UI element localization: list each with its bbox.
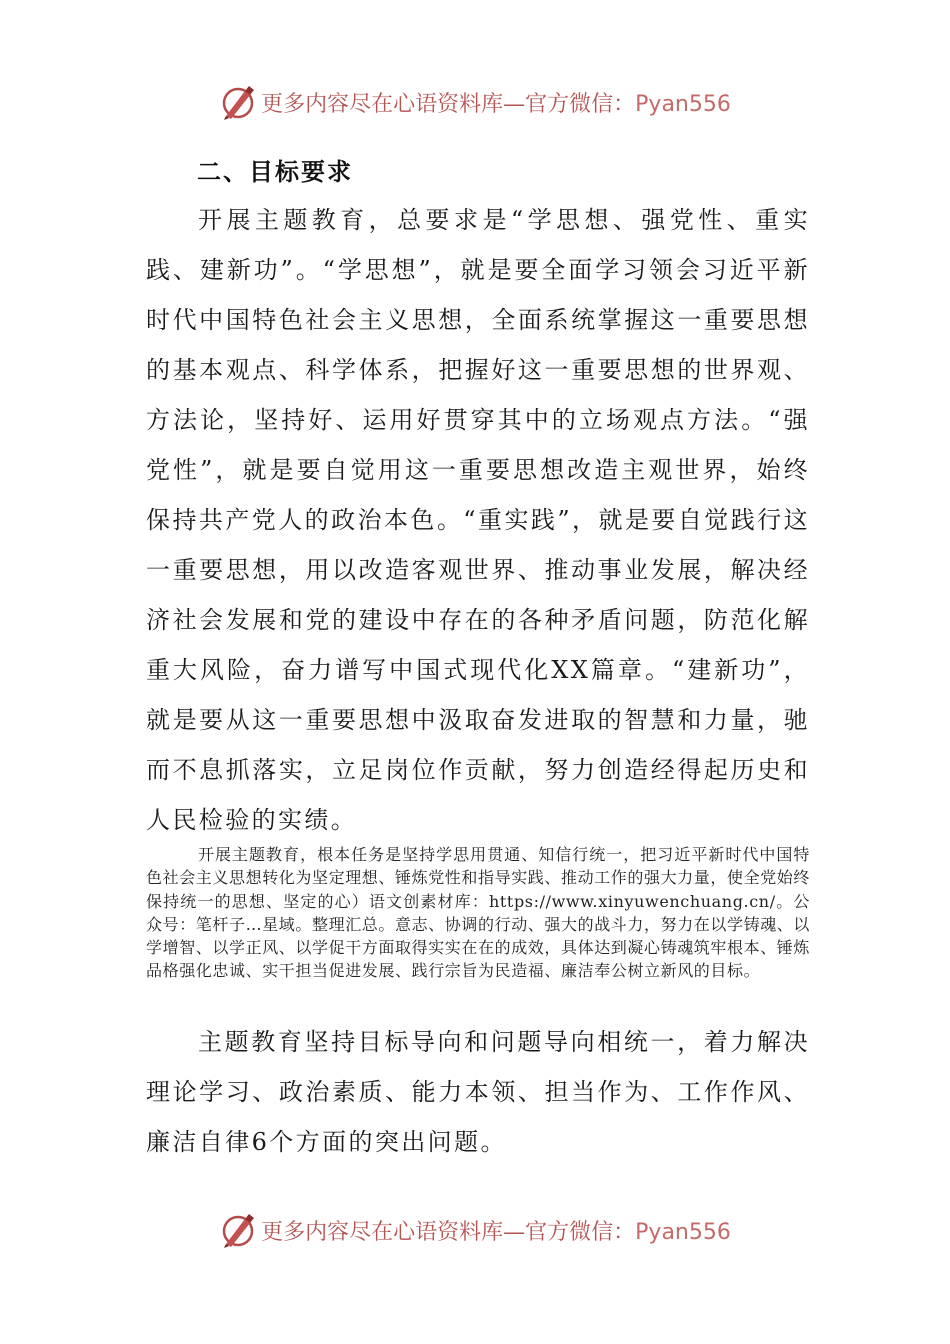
section-heading: 二、目标要求 (197, 158, 353, 186)
pen-logo-icon (219, 83, 257, 121)
banner-text (261, 1215, 731, 1246)
body-paragraph-2-small: 开展主题教育，根本任务是坚持学思用贯通、知信行统一，把习近平新时代中国特色社会主义思想转化为坚定理想、锤炼党性和指导实践、推动工作的强大力量，使全党始终保持统一的思想、坚定的心）语文创素材库：https://www.xinyuwenchuang.cn/。公众号：笔杆子…星域。整理汇总。意志、协调的行动、强大的战斗力，努力在以学铸魂、以学增智、以学正风、以学促干方面取得实实在在的成效，具体达到凝心铸魂筑牢根本、锤炼品格强化忠诚、实干担当促进发展、践行宗旨为民造福、廉洁奉公树立新风的目标。 (146, 845, 811, 981)
banner-wechat-id: Pyan556 (635, 91, 731, 117)
banner-label: 更多内容尽在心语资料库—官方微信： (261, 1219, 636, 1245)
body-paragraph-1: 开展主题教育，总要求是“学思想、强党性、重实践、建新功”。“学思想”，就是要全面学习领会习近平新时代中国特色社会主义思想，全面系统掌握这一重要思想的基本观点、科学体系，把握好这一重要思想的世界观、方法论，坚持好、运用好贯穿其中的立场观点方法。“强党性”，就是要自觉用这一重要思想改造主观世界，始终保持共产党人的政治本色。“重实践”，就是要自觉践行这一重要思想，用以改造客观世界、推动事业发展，解决经济社会发展和党的建设中存在的各种矛盾问题，防范化解重大风险，奋力谱写中国式现代化XX篇章。“建新功”，就是要从这一重要思想中汲取奋发进取的智慧和力量，驰而不息抓落实，立足岗位作贡献，努力创造经得起历史和人民检验的实绩。 (146, 206, 810, 834)
pen-logo-icon (219, 1211, 257, 1249)
body-paragraph-3: 主题教育坚持目标导向和问题导向相统一，着力解决理论学习、政治素质、能力本领、担当作为、工作作风、廉洁自律6个方面的突出问题。 (146, 1028, 810, 1156)
header-banner (0, 82, 950, 122)
banner-label: 更多内容尽在心语资料库—官方微信： (261, 91, 636, 117)
footer-banner (0, 1210, 950, 1250)
banner-wechat-id: Pyan556 (635, 1219, 731, 1245)
banner-text (261, 87, 731, 118)
